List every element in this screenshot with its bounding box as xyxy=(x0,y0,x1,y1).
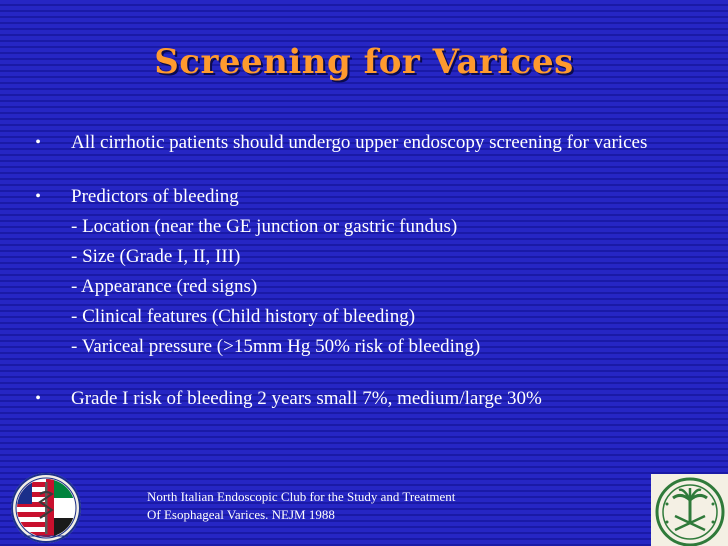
bullet-marker: • xyxy=(35,188,41,205)
bullet-list xyxy=(28,128,708,414)
palm-swords-emblem-icon xyxy=(651,474,728,546)
reference-line-2: Of Esophageal Varices. NEJM 1988 xyxy=(147,507,335,522)
bullet-marker: • xyxy=(35,134,41,151)
sub-item-location: - Location (near the GE junction or gastric fundus) xyxy=(71,216,458,237)
bullet-item-grade-risk xyxy=(28,384,708,414)
bullet-text: Predictors of bleeding xyxy=(71,186,239,207)
slide-title: Screening for Varices xyxy=(154,42,574,82)
society-emblem-flags-icon xyxy=(10,472,82,544)
sub-item-clinical-features: - Clinical features (Child history of bleeding) xyxy=(71,306,416,327)
bullet-marker: • xyxy=(35,390,41,407)
reference-line-1: North Italian Endoscopic Club for the Study and Treatment xyxy=(147,489,456,504)
sub-item-size: - Size (Grade I, II, III) xyxy=(71,246,241,267)
sub-item-appearance: - Appearance (red signs) xyxy=(71,276,258,297)
bullet-item-screening xyxy=(28,128,708,158)
bullet-item-predictors xyxy=(28,182,708,362)
bullet-text: Grade I risk of bleeding 2 years small 7%, medium/large 30% xyxy=(71,388,542,409)
sub-item-variceal-pressure: - Variceal pressure (>15mm Hg 50% risk of bleeding) xyxy=(71,336,481,357)
bullet-text: All cirrhotic patients should undergo upper endoscopy screening for varices xyxy=(71,132,648,153)
reference-citation xyxy=(147,488,455,524)
